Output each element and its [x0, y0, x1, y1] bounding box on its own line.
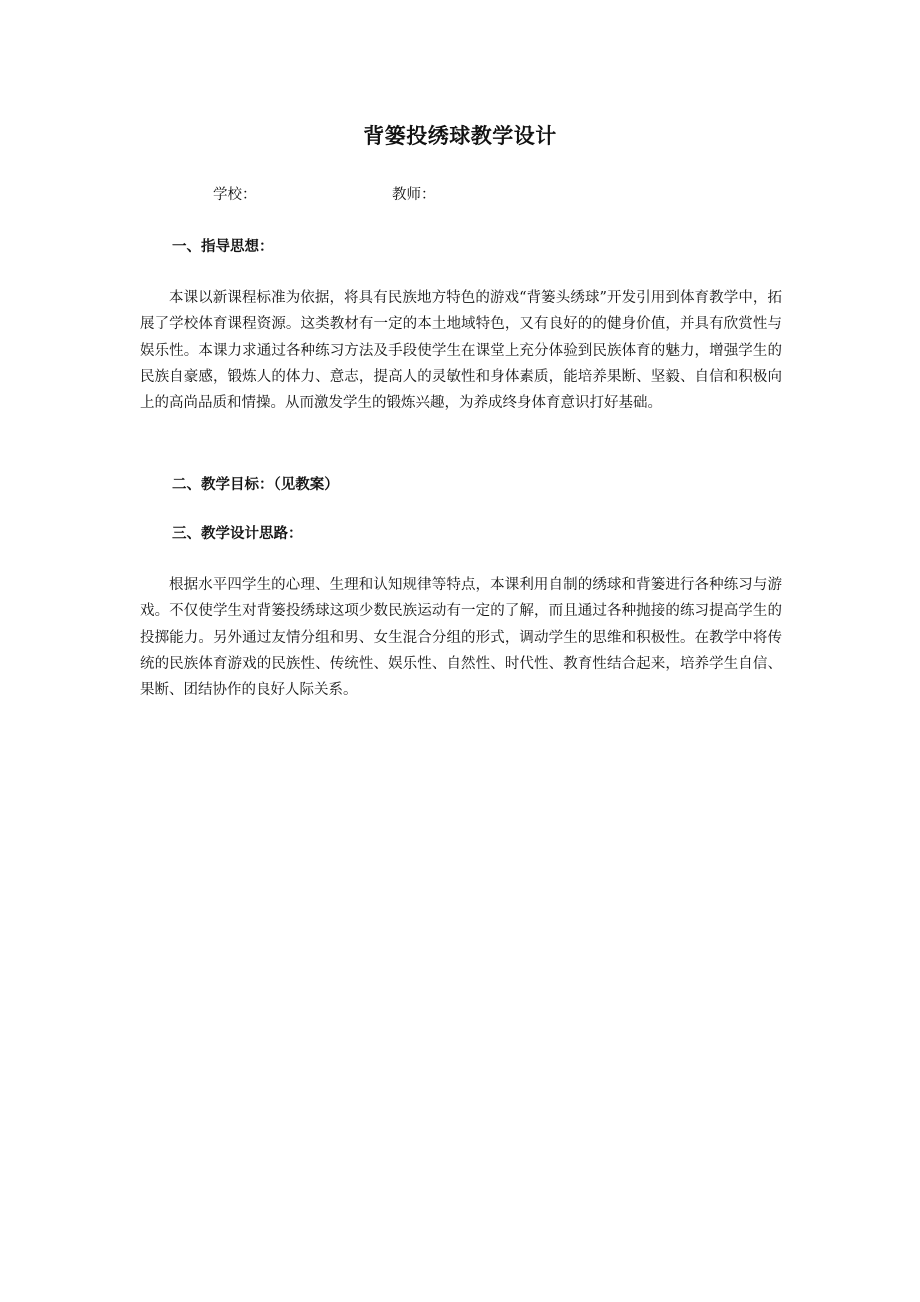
- section-heading-teaching-goals: 二、教学目标：（见教案）: [172, 476, 339, 493]
- section-body-guiding-thought: 本课以新课程标准为依据，将具有民族地方特色的游戏“背篓头绣球”开发引用到体育教学中，拓展了学校体育课程资源。这类教材有一定的本土地域特色，又有良好的的健身价值，并具有欣赏性与娱乐性。本课力求通过各种练习方法及手段使学生在课堂上充分体验到民族体育的魅力，增强学生的民族自豪感，锻炼人的体力、意志，提高人的灵敏性和身体素质，能培养果断、坚毅、自信和积极向上的高尚品质和情操。从而激发学生的锻炼兴趣，为养成终身体育意识打好基础。: [140, 290, 782, 412]
- section-body-design-ideas: 根据水平四学生的心理、生理和认知规律等特点，本课利用自制的绣球和背篓进行各种练习与游戏。不仅使学生对背篓投绣球这项少数民族运动有一定的了解，而且通过各种抛接的练习提高学生的投掷能力。另外通过友情分组和男、女生混合分组的形式，调动学生的思维和积极性。在教学中将传统的民族体育游戏的民族性、传统性、娱乐性、自然性、时代性、教育性结合起来，培养学生自信、果断、团结协作的良好人际关系。: [140, 577, 782, 699]
- document-title: 背篓投绣球教学设计: [363, 123, 557, 148]
- section-heading-guiding-thought: 一、指导思想：: [172, 238, 274, 255]
- section-heading-design-ideas: 三、教学设计思路：: [172, 525, 303, 542]
- school-label: 学校：: [213, 187, 257, 203]
- teacher-label: 教师：: [392, 187, 436, 203]
